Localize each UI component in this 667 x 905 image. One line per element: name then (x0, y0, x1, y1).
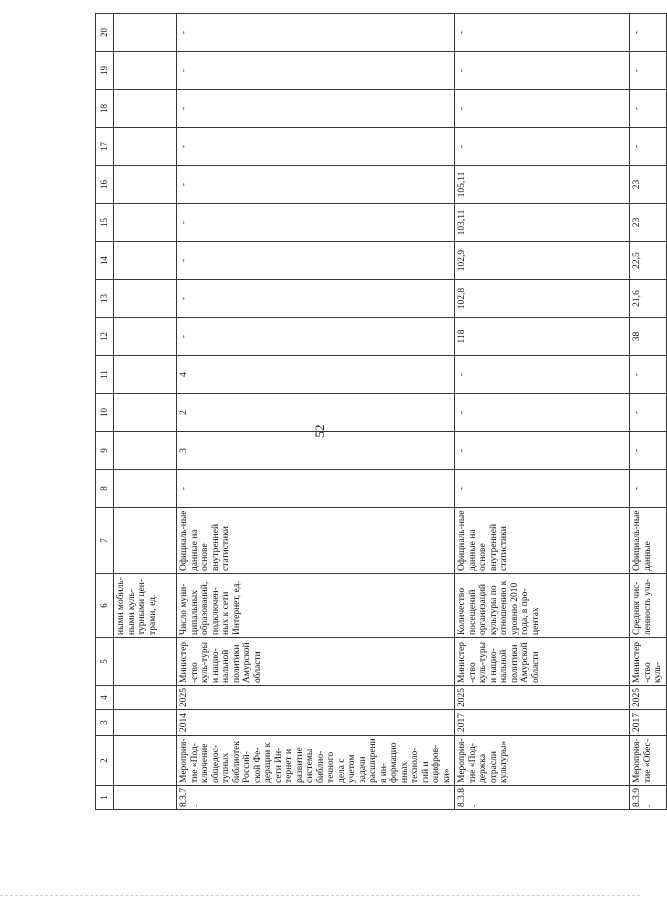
table-row (177, 14, 455, 810)
value-cell: 102,8 (455, 280, 630, 318)
value-cell: - (177, 318, 455, 356)
value-cell: - (630, 14, 667, 52)
value-cell: 21,6 (630, 280, 667, 318)
value-cell: 118 (455, 318, 630, 356)
value-cell: 2 (177, 394, 455, 432)
value-cell: - (177, 52, 455, 90)
header-cell: 10 (96, 394, 114, 432)
value-cell: - (177, 166, 455, 204)
data-source: Официаль-ные данные на основе внутренней статистики (455, 508, 630, 574)
header-cell: 13 (96, 280, 114, 318)
data-source: Официаль-ные данные (630, 508, 667, 574)
header-cell: 3 (96, 710, 114, 736)
value-cell: 38 (630, 318, 667, 356)
cell-empty (114, 638, 177, 686)
header-cell: 15 (96, 204, 114, 242)
cell-empty (114, 432, 177, 470)
header-cell: 19 (96, 52, 114, 90)
header-cell: 12 (96, 318, 114, 356)
indicator-cell: ными мобиль-ными куль-турными цен-трами, ед. (114, 574, 177, 638)
cell-empty (114, 394, 177, 432)
program-table (95, 13, 667, 810)
value-cell: 105,11 (455, 166, 630, 204)
value-cell: - (630, 128, 667, 166)
header-cell: 17 (96, 128, 114, 166)
start-year: 2017 (630, 710, 667, 736)
header-cell: 9 (96, 432, 114, 470)
indicator: Число муни-ципальных образований, подключен-ных к сети Интернет, ед. (177, 574, 455, 638)
header-cell: 1 (96, 786, 114, 810)
value-cell: 4 (177, 356, 455, 394)
header-cell: 2 (96, 736, 114, 786)
header-cell: 14 (96, 242, 114, 280)
value-cell: 102,9 (455, 242, 630, 280)
cell-empty (114, 166, 177, 204)
value-cell: - (630, 90, 667, 128)
continuation-row (114, 14, 177, 810)
table-row (630, 14, 667, 810)
value-cell: - (455, 394, 630, 432)
cell-empty (114, 470, 177, 508)
event-name: Мероприя-тие «Под-ключение общедос-тупных библиотек Россий-ской Фе-дерации к сети Ин-тернет и развитие системы библио-течного дела с учетом задачи расширения ин-формационных техноло-гий и оцифров-ки» (177, 736, 455, 786)
value-cell: - (630, 470, 667, 508)
cell-empty (114, 686, 177, 710)
value-cell: - (177, 128, 455, 166)
data-source: Официаль-ные данные на основе внутренней статистики (177, 508, 455, 574)
value-cell: - (455, 128, 630, 166)
start-year: 2014 (177, 710, 455, 736)
event-name: Мероприя-тие «Под-держка отрасли культуры» (455, 736, 630, 786)
header-cell: 6 (96, 574, 114, 638)
value-cell: - (455, 14, 630, 52)
header-cell: 8 (96, 470, 114, 508)
executor: Министер-ство куль-туры и нацио-нальной политики Амурской области (455, 638, 630, 686)
cell-empty (114, 128, 177, 166)
value-cell: - (455, 432, 630, 470)
end-year: 2025 (177, 686, 455, 710)
end-year: 2025 (630, 686, 667, 710)
value-cell: - (177, 242, 455, 280)
event-name: Мероприя-тие «Обес- (630, 736, 667, 786)
cell-empty (114, 356, 177, 394)
value-cell: - (455, 356, 630, 394)
header-cell: 20 (96, 14, 114, 52)
row-number: 8.3.8. (455, 786, 630, 810)
table-row (455, 14, 630, 810)
value-cell: - (630, 52, 667, 90)
value-cell: 23 (630, 204, 667, 242)
value-cell: - (177, 90, 455, 128)
value-cell: - (455, 52, 630, 90)
header-cell: 5 (96, 638, 114, 686)
value-cell: 103,11 (455, 204, 630, 242)
value-cell: - (177, 14, 455, 52)
value-cell: 22,5 (630, 242, 667, 280)
value-cell: - (630, 432, 667, 470)
executor: Министер-ство куль- (630, 638, 667, 686)
value-cell: 23 (630, 166, 667, 204)
value-cell: 3 (177, 432, 455, 470)
value-cell: - (630, 356, 667, 394)
cell-empty (114, 710, 177, 736)
cell-empty (114, 736, 177, 786)
value-cell: - (177, 470, 455, 508)
scan-edge-line (0, 895, 640, 897)
value-cell: - (177, 204, 455, 242)
rotated-table-container (95, 15, 663, 810)
row-number: 8.3.7. (177, 786, 455, 810)
cell-empty (114, 280, 177, 318)
indicator: Средняя чис-ленность уча- (630, 574, 667, 638)
header-row (96, 14, 114, 810)
end-year: 2025 (455, 686, 630, 710)
cell-empty (114, 90, 177, 128)
value-cell: - (455, 470, 630, 508)
header-cell: 11 (96, 356, 114, 394)
value-cell: - (455, 90, 630, 128)
cell-empty (114, 204, 177, 242)
value-cell: - (630, 394, 667, 432)
cell-empty (114, 52, 177, 90)
page-number: 52 (312, 424, 327, 438)
indicator: Количество посещений организаций культуры по отношению к уровню 2010 года, в про-центах (455, 574, 630, 638)
row-number: 8.3.9. (630, 786, 667, 810)
header-cell: 16 (96, 166, 114, 204)
cell-empty (114, 318, 177, 356)
cell-empty (114, 242, 177, 280)
cell-empty (114, 14, 177, 52)
cell-empty (114, 786, 177, 810)
cell-empty (114, 508, 177, 574)
header-cell: 4 (96, 686, 114, 710)
executor: Министер-ство куль-туры и нацио-нальной политики Амурской области (177, 638, 455, 686)
start-year: 2017 (455, 710, 630, 736)
header-cell: 18 (96, 90, 114, 128)
value-cell: - (177, 280, 455, 318)
header-cell: 7 (96, 508, 114, 574)
